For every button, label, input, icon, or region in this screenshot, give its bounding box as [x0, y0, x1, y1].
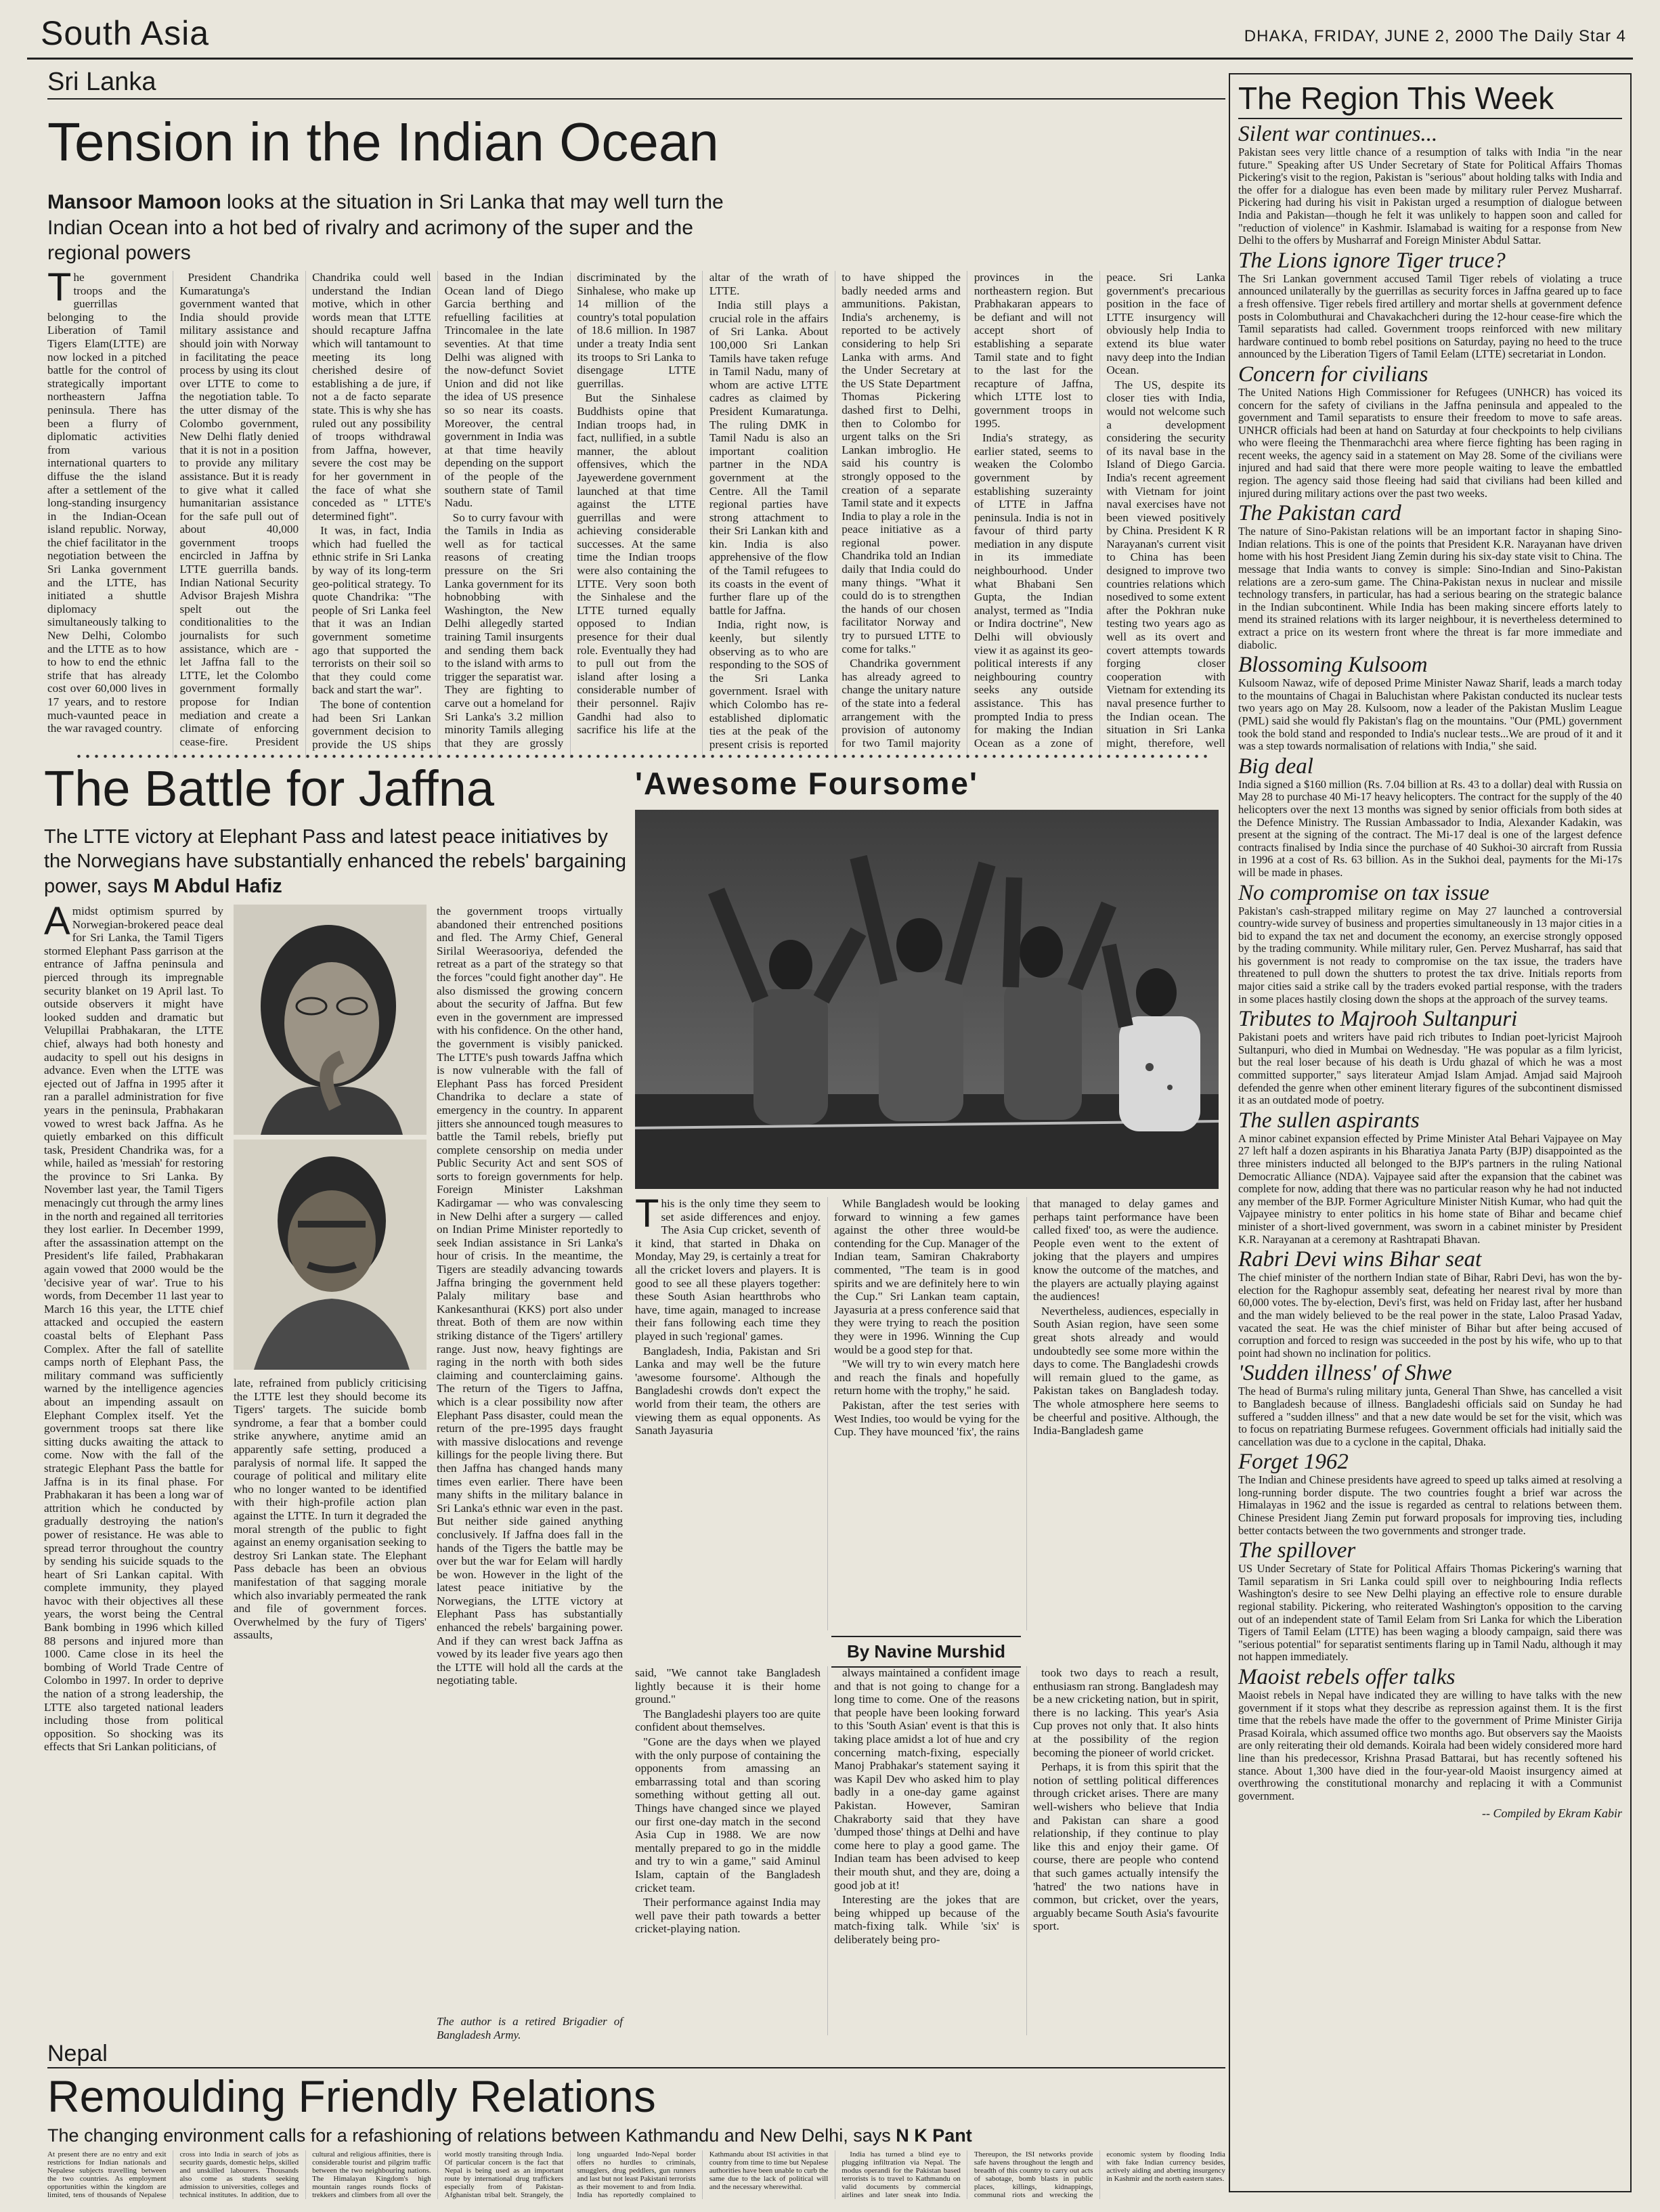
section-title: South Asia	[41, 14, 210, 52]
region-item	[1238, 122, 1622, 247]
region-title: The Region This Week	[1238, 80, 1622, 119]
cricket-paragraph: Their performance against India may well pave their path towards a better cricket-playing nation.	[635, 1896, 821, 1936]
jaffna-col2-text: late, refrained from publicly criticising the LTTE lest they should become its Tigers' targets. The suicide bomb syndrome, a fear that a bomber could strike anywhere, anytime amid an apparently safe setting, produced a paralysis of normal life. It sapped the courage of political and military elite who no longer wanted to be identified with their high-profile action plan against the LTTE. In turn it degraded the moral strength of the public to fight against an enemy organisation seeking to destroy Sri Lankan state. The Elephant Pass debacle has been an obvious manifestation of that sagging morale which also invariably permeated the rank and file of government forces. Overwhelmed by the fury of Tigers' assaults,	[234, 1376, 427, 1642]
nepal-paragraph: At present there are no entry and exit restrictions for Indian nationals and Nepalese subjects travelling between the two countries. As employment opportunities within the kingdom are limited, tens of thousands of Nepalese cross into India in search of jobs as security guards, domestic helps, skilled and unskilled labourers. Thousands also come as students seeking admission to universities, colleges and technical institutes. In addition, due to cultural and religious affinities, there is considerable tourist and pilgrim traffic between the two neighbouring nations. The Himalayan Kingdom's high mountain ranges rounds flocks of trekkers and climbers from all over the world mostly transiting through India. Of particular concern is the fact that Nepal is being used as an important route by international drug traffickers especially from of Pakistan-Afghanistan tribal belt. Strangely, the long unguarded Indo-Nepal border offers no hurdles to criminals, smugglers, drug peddlers, gun runners and last but not least Pakistani terrorists as their movement to and from India. India has reportedly complained to Kathmandu about ISI activities in that country from time to time but Nepalese authorities have been unable to curb the same due to the lack of political will and the necessary wherewithal.	[47, 2150, 829, 2199]
jaffna-col3-text: the government troops virtually abandoned their entrenched positions and fled. The Army Chief, General Sirilal Weerasooriya, defended the retreat as a part of the strategy so that the forces "could fight another day". He also dismissed the growing concern about the security of Jaffna. But few even in the government are impressed with his confidence. On the other hand, the government is visibly panicked. The LTTE's push towards Jaffna which is now vulnerable with the fall of Elephant Pass has forced President Chandrika to declare a state of emergency in the country. In apparent jitters she announced tough measures to battle the Tamil rebels, briefly put complete censorship on media under Public Security Act and sent SOS of sorts to foreign governments for help. Foreign Minister Lakshman Kadirgamar — who was convalescing in New Delhi after a surgery — called on Indian Prime Minister reportedly to seek Indian assistance in Sri Lanka's hour of crisis. In the meantime, the Tigers are steadily advancing towards Jaffna bringing the government held Palaly military base and Kankesanthurai (KKS) port also under threat. Both of them are now within striking distance of the Tigers' artillery range. Just now, heavy fightings are raging in the north with both sides claiming and counterclaiming gains. The return of the Tigers to Jaffna, which is a clear possibility now after Elephant Pass disaster, could mean the return of the pre-1995 days fraught with massive dislocations and revenge killings for the people living there. But then Jaffna has changed hands many times even earlier. There have been many shifts in the military balance in Sri Lanka's ethnic war even in the past. But neither side gained anything conclusively. If Jaffna does fall in the hands of the Tigers the battle may be over but the war for Eelam will hardly be won. However in the light of the latest peace initiative by the Norwegians, the LTTE victory at Elephant Pass has substantially enhanced the rebels' bargaining power. And if they can wrest back Jaffna as vowed by its leader five years ago then the LTTE will hold all the cards at the negotiating table.	[437, 905, 623, 1687]
region-item	[1238, 1108, 1622, 1246]
region-item	[1238, 1007, 1622, 1107]
srilanka-paragraph: But the Sinhalese Buddhists opine that Indian troops had, in fact, nullified, in a subtle manner, the ablout offensives, which the Jayewerdene government launched at that time against the LTTE guerrillas and were achieving considerable successes. At the same time the Indian troops were also containing the LTTE. Very soon both the Sinhalese and the LTTE turned equally opposed to Indian presence for their dual role. Eventually they had to pull out from the island after losing a considerable number of their personnel. Rajiv Gandhi had also to sacrifice his life at the altar of the wrath of LTTE.	[577, 271, 829, 737]
region-item-heading: No compromise on tax issue	[1238, 880, 1489, 905]
region-item	[1238, 1538, 1622, 1664]
region-item-text: Pakistani poets and writers have paid rich tributes to Indian poet-lyricist Majrooh Sultanpuri, who died in Mumbai on Wednesday. "He was popular as a film lyricist, but the real loser because of his death is Urdu ghazal of which he was a most committed supporter," says literateur Amjad Islam Amjad. Amjad said Majrooh defended the genre when other eminent literary figures of the subcontinent dismissed it as an outdated mode of poetry.	[1238, 1031, 1622, 1107]
cricket-paragraph: "Gone are the days when we played with the only purpose of containing the opponents from amassing an embarrassing total and than scoring something without getting all out. Things have changed since we played our first one-day match in the second Asia Cup in 1988. We are now mentally prepared to go in the middle and try to win a game," said Aminul Islam, captain of the Bangladesh cricket team.	[635, 1735, 821, 1894]
region-item-heading: The Pakistan card	[1238, 501, 1401, 526]
region-item	[1238, 248, 1622, 361]
region-item-heading: Maoist rebels offer talks	[1238, 1665, 1456, 1689]
cricket-paragraph: While Bangladesh would be looking forward to winning a few games against the other three would-be contending for the Cup. Manager of the Indian team, Samiran Chakraborty commented, "The team is in good spirits and we are definitely here to win the Cup." Sri Lankan team captain, Jayasuria at a press conference said that they were trying to reach the position they were in 1996. Winning the Cup would be a good step for that.	[834, 1197, 1020, 1356]
srilanka-kicker: Sri Lanka	[47, 68, 1225, 100]
region-item-text: Pakistan's cash-strapped military regime on May 27 launched a controversial country-wide survey of business and properties simultaneously in 13 major cities in a bid to expand the tax net and document the economy, an exercise strongly opposed by the trading community. While military ruler, Gen. Pervez Musharraf, has said that his government is not ready to compromise on the tax issue, the traders have threatened to pull down the shutters to protest the tax drive. Initials reports from major cities said a strike call by the traders evoked partial response, with the traders in some places hastily closing down the shops at the approach of the survey teams.	[1238, 904, 1622, 1005]
cricket-body-top	[635, 1197, 1219, 1630]
region-item-heading: Forget 1962	[1238, 1450, 1349, 1475]
srilanka-article	[27, 68, 1225, 765]
cricket-body-bottom	[635, 1666, 1219, 2035]
region-item	[1238, 501, 1622, 651]
srilanka-paragraph: So to curry favour with the Tamils in India as well as for tactical reasons of creating pressure on the Sri Lanka government for its hobnobbing with Washington, the New Delhi allegedly started training Tamil insurgents and sending them back to the island with arms to trigger the separatist war. They are fighting to carve out a homeland for Sri Lanka's 3.2 million minority Tamils alleging that they are grossly discriminated by the Sinhalese, who make up 14 million of the country's total population of 18.6 million. In 1987 under a treaty India sent its troops to Sri Lanka to disengage LTTE guerrillas.	[444, 271, 696, 750]
jaffna-deck	[44, 825, 626, 898]
cricket-paragraph: always maintained a confident image and that is not going to change for a long time to come. One of the reasons that people have been looking forward to this 'South Asian' event is that this is taking place amidst a lot of hue and cry concerning match-fixing, especially Manoj Prabhakar's statement saying it was Kapil Dev who asked him to play badly in a one-day game against Pakistan. However, Samiran Chakraborty said that they have 'dumped those' things at Delhi and have come here to play a good game. The Indian team has been advised to keep their mouth shut, and they are, doing a good job at it!	[834, 1666, 1020, 1892]
srilanka-paragraph: India still plays a crucial role in the affairs of Sri Lanka. About 100,000 Sri Lankan Tamils have taken refuge in Tamil Nadu, many of whom are active LTTE cadres as claimed by President Kumaratunga. The ruling DMK in Tamil Nadu is also an important coalition partner in the NDA government at the Centre. All the Tamil regional parties have strong attachment to their Sri Lankan kith and kin. India is also apprehensive of the flow of the Tamil refugees to its coasts in the event of further flare up of the battle for Jaffna.	[709, 299, 829, 617]
nepal-deck	[47, 2125, 1225, 2148]
cricket-paragraph: took two days to reach a result, enthusiasm ran strong. Bangladesh may be a new cricketing nation, but in spirit, there is no lacking. This year's Asia Cup proves not only that. It also hints at the possibility of the region becoming the pioneer of world cricket.	[1033, 1666, 1219, 1759]
masthead	[27, 12, 1633, 60]
nepal-kicker: Nepal	[47, 2041, 1225, 2068]
region-item-text: The Indian and Chinese presidents have agreed to speed up talks aimed at resolving a long-running border dispute. The two countries fought a brief war across the Himalayas in 1962 and the issue is regarded as central to relations between them. Chinese President Jiang Zemin put forward proposals for improving ties, including better contacts between the two governments and stronger trade.	[1238, 1473, 1622, 1537]
region-item	[1238, 1665, 1622, 1802]
cricket-paragraph: The Bangladeshi players too are quite confident about themselves.	[635, 1707, 821, 1734]
region-credit: -- Compiled by Ekram Kabir	[1482, 1806, 1622, 1821]
cricket-headline: 'Awesome Foursome'	[635, 766, 978, 801]
nepal-paragraph: India has turned a blind eye to plugging infiltration via Nepal. The modus operandi for the Pakistan based terrorists is to travel to Kathmandu on valid documents by commercial airlines and later sneak into India. Thereupon, the ISI networks provide safe havens throughout the length and breadth of this country to carry out acts of sabotage, bomb blasts in public places, killings, kidnappings, communal riots and wrecking the economic system by flooding India with fake Indian currency besides, actively aiding and abetting insurgency in Kashmir and the north eastern states.	[842, 2150, 1225, 2199]
srilanka-paragraph: It was, in fact, India which had fuelled the ethnic strife in Sri Lanka by way of its long-term geo-political strategy. To quote Chandrika: "The people of Sri Lanka feel that it was an Indian government sometime ago that supported the terrorists on their soil so that they could come back and start the war".	[312, 524, 431, 697]
region-item	[1238, 362, 1622, 500]
region-item-text: The Sri Lankan government accused Tamil Tiger rebels of violating a truce announced unilaterally by the guerrillas as security forces in Jaffna geared up to face a fresh offensive. Tiger rebels fired artillery and mortar shells at government defence posts in Colombuthurai and Chavakachcheri during the 12-hour cease-fire which the Tamil separatists had called. Government troops reinforced with new military hardware continued to bomb rebel positions on Saturday, paying no heed to the truce announced by the Liberation Tigers of Tamil Eelam (LTTE) secretariat in London.	[1238, 272, 1622, 361]
region-item	[1238, 1247, 1622, 1360]
region-panel	[1229, 73, 1632, 2192]
cricket-paragraph: Pakistan, after the test series with West Indies, too would be vying for the Cup. They have mounced 'fix', the rains that managed to delay games and perhaps taint performance have been called fixed' too, as were the audience. People even went to the extent of joking that the players and umpires know the outcome of the matches, and the players are actually playing against the audiences!	[834, 1197, 1219, 1439]
srilanka-paragraph: India's strategy, as earlier stated, seems to weaken the Colombo government by establishing suzerainty of LTTE in Jaffna peninsula. India is not in favour of third party mediation in any dispute in its immediate neighbourhood. Under what Bhabani Sen Gupta, the Indian analyst, termed as "India or Indira doctrine", New Delhi will obviously view it as against its geo-political interests if any neighbouring country seeks any outside assistance. This has prompted India to press for making the Indian Ocean as a zone of peace. Sri Lanka government's precarious position in the face of LTTE insurgency will obviously help India to extend its blue water navy deep into the Indian Ocean.	[974, 271, 1225, 750]
jaffna-col2	[234, 1376, 427, 2030]
region-item-text: The chief minister of the northern Indian state of Bihar, Rabri Devi, has won the by-election for the Raghopur assembly seat, defeating her nearest rival by more than 60,000 votes. The by-election, Devi's first, was held on Friday last, after her husband and the man widely believed to be the real power in the state, Laloo Prasad Yadav, vacated the seat. He was the chief minister of Bihar but after being accused of corruption and forced to resign was succeeded in the post by his wife, who up to that point had shown no inclination for politics.	[1238, 1271, 1622, 1360]
jaffna-article	[27, 760, 626, 2041]
region-item	[1238, 1450, 1622, 1537]
cricket-paragraph: "We will try to win every match here and reach the finals and hopefully return home with the trophy," he said.	[834, 1358, 1020, 1397]
cricket-byline: By Navine Murshid	[831, 1636, 1021, 1668]
region-item-heading: Rabri Devi wins Bihar seat	[1238, 1247, 1482, 1272]
srilanka-paragraph: The bone of contention had been Sri Lankan government decision to provide the US ships based in the Indian Ocean land of Diego Garcia berthing and refuelling facilities at Trincomalee in the late seventies. At that time Delhi was aligned with the now-defunct Soviet Union and did not like the idea of US presence so so near its coasts. Moreover, the central government in India was at that time heavily depending on the support of the people of the southern state of Tamil Nadu.	[312, 271, 564, 751]
cricket-article	[635, 764, 1219, 2037]
srilanka-paragraph: The government troops and the guerrillas belonging to the Liberation of Tamil Tigers Elam(LTTE) are now locked in a pitched battle for the control of strategically important northeastern Jaffna peninsula. There has been a flurry of diplomatic activities from various international quarters to diffuse the the island after a settlement of the long-standing insurgency in the Indian-Ocean island republic. Norway, the chief facilitator in the negotiation between the Sri Lanka government and the LTTE, has initiated a shuttle diplomacy simultaneously talking to New Delhi, Colombo and the LTTE as to how to how to end the ethnic strife that has already cost over 60,000 lives in 17 years, and to restore much-vaunted peace in the war ravaged country.	[47, 271, 167, 735]
dateline: DHAKA, FRIDAY, JUNE 2, 2000 The Daily Star 4	[1244, 27, 1626, 45]
region-item-heading: Silent war continues...	[1238, 122, 1438, 146]
srilanka-paragraph: Chandrika government has already agreed to change the unitary nature of the state into a federal arrangement with the provision of autonomy for two Tamil majority provinces in the northeastern region. But Prabhakaran appears to be defiant and will not accept short of establishing a separate Tamil state and to fight to the last for the recapture of Jaffna, which LTTE lost to government troops in 1995.	[842, 271, 1093, 750]
cricket-celebration-image	[635, 810, 1219, 1189]
jaffna-deck-text: The LTTE victory at Elephant Pass and latest peace initiatives by the Norwegians have substantially enhanced the rebels' bargaining power, says	[44, 826, 626, 897]
cricket-paragraph: Perhaps, it is from this spirit that the notion of settling political differences through cricket arises. There are many well-wishers who believe that India and Pakistan can share a good relationship, if they continue to play like this and enjoy their game. Of course, there are people who contend that such games actually intensify the 'hatred' the two nations have in common, but cricket, over the years, arguably became South Asia's favourite sport.	[1033, 1760, 1219, 1933]
region-item-text: A minor cabinet expansion effected by Prime Minister Atal Behari Vajpayee on May 27 left half a dozen aspirants in his Bharatiya Janata Party (BJP) disappointed as the three ministers inducted all belonged to the BJP's partners in the ruling National Democratic Alliance (NDA). Vajpayee said after the expansion that the cabinet was complete for now, adding that there was no particular reason why he had not inducted any member of the BJP. Former Agriculture Minister Nitish Kumar, who had quit the Vajpayee ministry to enter politics in his home state of Bihar and became chief minister of a short-lived government, was sworn in a cabinet minister by President K.R. Narayanan at a ceremony at Rashtrapati Bhavan.	[1238, 1131, 1622, 1246]
srilanka-headline: Tension in the Indian Ocean	[47, 112, 719, 172]
cricket-paragraph: Interesting are the jokes that are being whipped up because of the match-fixing talk. While 'six' is deliberately being pro-	[834, 1893, 1020, 1946]
srilanka-paragraph: The US, despite its closer ties with India, would not welcome such a development considering the security of its naval base in the Island of Diego Garcia. India's recent agreement with Vietnam for joint naval exercises have not been viewed positively by China. President K R Narayanan's current visit to China has been designed to improve two countries relations which nosedived to some extent after the Pokhran nuke testing two years ago as well as its overt and covert attempts towards forging closer cooperation with Vietnam for extending its naval presence further to the Indian ocean. The situation in Sri Lanka might, therefore, well	[1106, 378, 1225, 750]
jaffna-col1	[44, 905, 223, 2029]
region-item-text: India signed a $160 million (Rs. 7.04 billion at Rs. 43 to a dollar) deal with Russia on May 28 to purchase 40 Mi-17 heavy helicopters. The contract for the supply of the 40 helicopters over the next 13 months was signed by senior officials from both sides at the Defence Ministry. The Russian Ambassador to India, Alexander Kadakin, was present at the signing of the contract. The Mi-17 deal is one of the largest defence contracts finalised by India since the purchase of 40 Sukhoi-30 aircraft from Russia in 1996 at a cost of Rs. 63 billion. As in the Sukhoi deal, payments for the Mi-17s will be made in phases.	[1238, 777, 1622, 879]
region-item	[1238, 1361, 1622, 1448]
region-items	[1238, 122, 1622, 1802]
cricket-paragraph: said, "We cannot take Bangladesh lightly because it is their home ground."	[635, 1666, 821, 1706]
cricket-photo	[635, 810, 1219, 1189]
region-item-heading: Concern for civilians	[1238, 362, 1428, 387]
region-item-heading: 'Sudden illness' of Shwe	[1238, 1361, 1452, 1386]
srilanka-body	[47, 271, 1225, 758]
nepal-body	[47, 2150, 1225, 2199]
cricket-paragraph: Bangladesh, India, Pakistan and Sri Lanka and may well be the future 'awesome foursome'. Although the Bangladeshi crowds don't expect the world from their team, the others are viewing them as equal opponents. As Sanath Jayasuria	[635, 1344, 821, 1437]
region-item-text: The United Nations High Commissioner for Refugees (UNHCR) has voiced its concern for the safety of civilians in the Jaffna peninsula and appealed to the government and Tamil separatists to ensure their freedom to move to safe areas. UNHCR officials had been at hand on Saturday at four checkpoints to help civilians who were fleeing the Thenmarachchi area where fierce fighting has been raging in recent weeks, the agency said in a statement on May 28. Some of the civilians were injured and had said that there were more people waiting to leave the embattled region. The agency said those fleeing had said that civilians had been killed and injured during military actions over the past two weeks.	[1238, 385, 1622, 500]
region-item-heading: Tributes to Majrooh Sultanpuri	[1238, 1007, 1518, 1032]
separator-dots	[74, 754, 1212, 759]
region-item	[1238, 881, 1622, 1006]
region-item-text: The nature of Sino-Pakistan relations will be an important factor in shaping Sino-Indian relations. This is one of the points that President K.R. Narayanan have driven home with his host President Jiang Zemin during his six-day state visit to China. The message that India wants to convey is simple: Sino-Indian and Sino-Pakistan relations are a zero-sum game. The China-Pakistan nexus in nuclear and missile technology transfers, in particular, has had a serious bearing on the strategic balance in the Indian subcontinent. While India has been making sincere efforts lately to mend its strained relations with its larger neighbour, it is nevertheless determined to extract a price on its western front where the threat is far more immediate and diabolic.	[1238, 525, 1622, 651]
region-item-heading: Big deal	[1238, 754, 1313, 779]
jaffna-deck-author: M Abdul Hafiz	[153, 875, 282, 897]
nepal-deck-text: The changing environment calls for a refashioning of relations between Kathmandu and New Delhi, says	[47, 2125, 896, 2146]
region-item	[1238, 653, 1622, 753]
region-item-text: US Under Secretary of State for Political Affairs Thomas Pickering's warning that Tamil separatism in Sri Lanka could spill over to neighbouring India reflects Washington's desire to see New Delhi playing an effective role to ensure durable regional stability. Pickering, who reiterated Washington's opposition to the carving out of an independent state of Tamil Eelam from Sri Lanka for which the Liberation Tigers of Tamil Eelam (LTTE) has been waging a bloody campaign, said there was "serious potential" for separatist sentiments flaring up in Tamil Nadu, although it may not happen immediately.	[1238, 1562, 1622, 1664]
srilanka-paragraph: President Chandrika Kumaratunga's government wanted that India should provide military assistance and should join with Norway in facilitating the peace process by using its clout over LTTE to come to the negotiation table. To the utter dismay of the Colombo government, New Delhi flatly denied that it is not in a position to provide any military assistance. But it is ready to give what it called humanitarian assistance for the safe pull out of about 40,000 government troops encircled in Jaffna by LTTE guerrilla bands. Indian National Security Advisor Brajesh Mishra spelt out the conditionalities to the journalists for such assistance, which are - let Jaffna fall to the LTTE, let the Colombo government formally propose for Indian mediation and create a climate of enforcing cease-fire. President Chandrika could well understand the Indian motive, which in other words mean that LTTE should recapture Jaffna which will tantamount to meeting its long cherished desire of establishing a de jure, if not a de facto separate state. This is why she has ruled out any possibility of troops withdrawal from Jaffna, however, severe the cost may be for her government in the face of what she conceded as " LTTE's determined fight".	[179, 271, 431, 748]
prabhakaran-photo	[234, 1140, 427, 1370]
jaffna-col3	[437, 905, 623, 2015]
region-item-text: The head of Burma's ruling military junta, General Than Shwe, has cancelled a visit to Bangladesh because of illness. Bangladeshi officials said on Sunday he had suffered a "sudden illness" and that a new date would be set for the visit, which was to focus on repatriating Burmese refugees. Government officials had initially said the cancellation was due to a cyclone in the capital, Dhaka.	[1238, 1385, 1622, 1448]
region-item-heading: The sullen aspirants	[1238, 1108, 1420, 1133]
srilanka-deck-text: looks at the situation in Sri Lanka that may well turn the Indian Ocean into a hot bed of rivalry and acrimony of the super and the regional powers	[47, 191, 724, 264]
jaffna-headline: The Battle for Jaffna	[44, 760, 495, 817]
prabhakaran-portrait	[234, 1140, 427, 1370]
region-item-heading: The spillover	[1238, 1538, 1356, 1563]
cricket-paragraph: Nevertheless, audiences, especially in South Asian region, have seen some great shots already and would undoubtedly see some more within the days to come. The Bangladeshi crowds will remain glued to the game, as Pakistan takes on Bangladesh today. The whole atmosphere here seems to be cheerful and positive. Although, the India-Bangladesh game	[1033, 1304, 1219, 1437]
cricket-paragraph: This is the only time they seem to set aside differences and enjoy. The Asia Cup cricket, seventh of it kind, that started in Dhaka on Monday, May 29, is certainly a treat for all the cricket lovers and players. It is good to see all these players together: these South Asian heartthrobs who have, time again, managed to increase their fans following each time they played in such 'regional' games.	[635, 1197, 821, 1343]
jaffna-author-note: The author is a retired Brigadier of Bangladesh Army.	[437, 2015, 623, 2041]
chandrika-photo	[234, 905, 427, 1135]
chandrika-portrait	[234, 905, 427, 1135]
nepal-headline: Remoulding Friendly Relations	[47, 2071, 656, 2121]
srilanka-deck	[47, 190, 724, 266]
region-item-text: Pakistan sees very little chance of a resumption of talks with India "in the near future." Speaking after US Under Secretary of State for Political Affairs Thomas Pickering's visit to the region, Pakistan is "serious" about holding talks with India and the offer for a dialogue has even been made by military ruler Pervez Musharraf. Pickering had during his visit in Pakistan urged a resumption of dialogue between India and Pakistan—though he felt it was unlikely to happen soon and called for "reduction of violence" in Kashmir. Islamabad is waiting for a response from New Delhi to the offers by Musharraf and Foreign Minister Abdul Sattar.	[1238, 146, 1622, 247]
region-item	[1238, 754, 1622, 880]
region-item-heading: Blossoming Kulsoom	[1238, 653, 1428, 678]
nepal-deck-author: N K Pant	[896, 2125, 972, 2146]
srilanka-paragraph: India, right now, is keenly, but silently observing as to who are responding to the SOS of the Sri Lanka government. Israel with which Colombo has re-established diplomatic ties at the peak of the present crisis is reported to have shipped the badly needed arms and ammunitions. Pakistan, India's archenemy, is reported to be actively considering to help Sri Lanka with arms. And the Under Secretary at the US State Department Thomas Pickering dashed first to Delhi, then to Colombo for urgent talks on the Sri Lankan imbroglio. He said his country is strongly opposed to the creation of a separate Tamil state and it expects India to play a role in the peace initiative as a regional power. Chandrika told an Indian daily that India could do many things. "What it could do is to strengthen the hands of our chosen facilitator Norway and try to pursued LTTE to come for talks."	[709, 271, 961, 751]
region-item-text: Maoist rebels in Nepal have indicated they are willing to have talks with the new government if it stops what they describe as repression against them. It is the first time that the rebels have made the offer to the government of Prime Minister Girija Prasad Koirala, which assumed office two months ago. But observers say the Maoists are only reiterating their old demands. Koirala had been widely considered more hard line than his predecessor, Krishna Prasad Battarai, but has recently softened his stance. About 1,300 have died in the four-year-old Maoist insurgency aimed at overthrowing the constitutional monarchy and replacing it with a Communist government.	[1238, 1689, 1622, 1802]
srilanka-deck-author: Mansoor Mamoon	[47, 191, 221, 213]
newspaper-page	[27, 12, 1633, 2199]
region-item-text: Kulsoom Nawaz, wife of deposed Prime Minister Nawaz Sharif, leads a march today to the mountains of Chagai in Baluchistan where Pakistan conducted its nuclear tests two years ago on May 28. Kulsoom, now a leader of the Pakistan Muslim League (PML) said she would fly Pakistan's flag on the mountains. "Our (PML) government took the bold stand and responded to India's nuclear tests...We are proud of it and it was a step towards normalisation of relations with India," she said.	[1238, 676, 1622, 753]
jaffna-col1-text: Amidst optimism spurred by Norwegian-brokered peace deal for Sri Lanka, the Tamil Tigers stormed Elephant Pass garrison at the entrance of Jaffna peninsula and pierced through its impregnable security blanket on 19 April last. To outside observers it might have looked sudden and dramatic but Velupillai Prabhakaran, the LTTE chief, always had both honesty and audacity to spell out his designs in advance. Even when the LTTE was ejected out of Jaffna in 1995 after it ran a parallel administration for five years in the peninsula, Prabhakaran vowed to wrest back Jaffna. As he quietly embarked on this difficult task, President Chandrika was, for a while, hailed as 'messiah' for restoring the province to Sri Lanka. By November last year, the Tamil Tigers menacingly cut through the army lines in the north and regained all territories they lost earlier. In December 1999, after the assassination attempt on the President's life failed, Prabhakaran again vowed that 2000 would be the 'decisive year of war'. True to his words, from December 11 last year to March 16 this year, the LTTE chief attacked and occupied the eastern coastal belts of Elephant Pass Complex. After the fall of satellite camps north of Elephant Pass, the military command was sufficiently warned by the intelligence agencies about an impending assault on Elephant Complex itself. Yet the government troops sat there like sitting ducks awaiting the attack to come. Now with the fall of the strategic Elephant Pass the battle for Jaffna is in its final phase. For Prabhakaran it has been a long war of attrition which he conducted by gradually destroying the nation's power of resistance. He was able to spread terror throughout the country by sending his suicide squads to the heart of Sri Lankan capital. With complete immunity, they played havoc with their objectives all these years, the worst being the Central Bank bombing in 1996 which killed 88 persons and injured more than 1000. Came close in its heel the bombing of World Trade Centre of Colombo in 1997. In order to deprive the nation of a strong leadership, the LTTE also targeted national leaders including those from political opposition. So shocking was its effects that Sri Lankan politicians, of	[44, 905, 223, 1754]
region-item-heading: The Lions ignore Tiger truce?	[1238, 248, 1506, 273]
